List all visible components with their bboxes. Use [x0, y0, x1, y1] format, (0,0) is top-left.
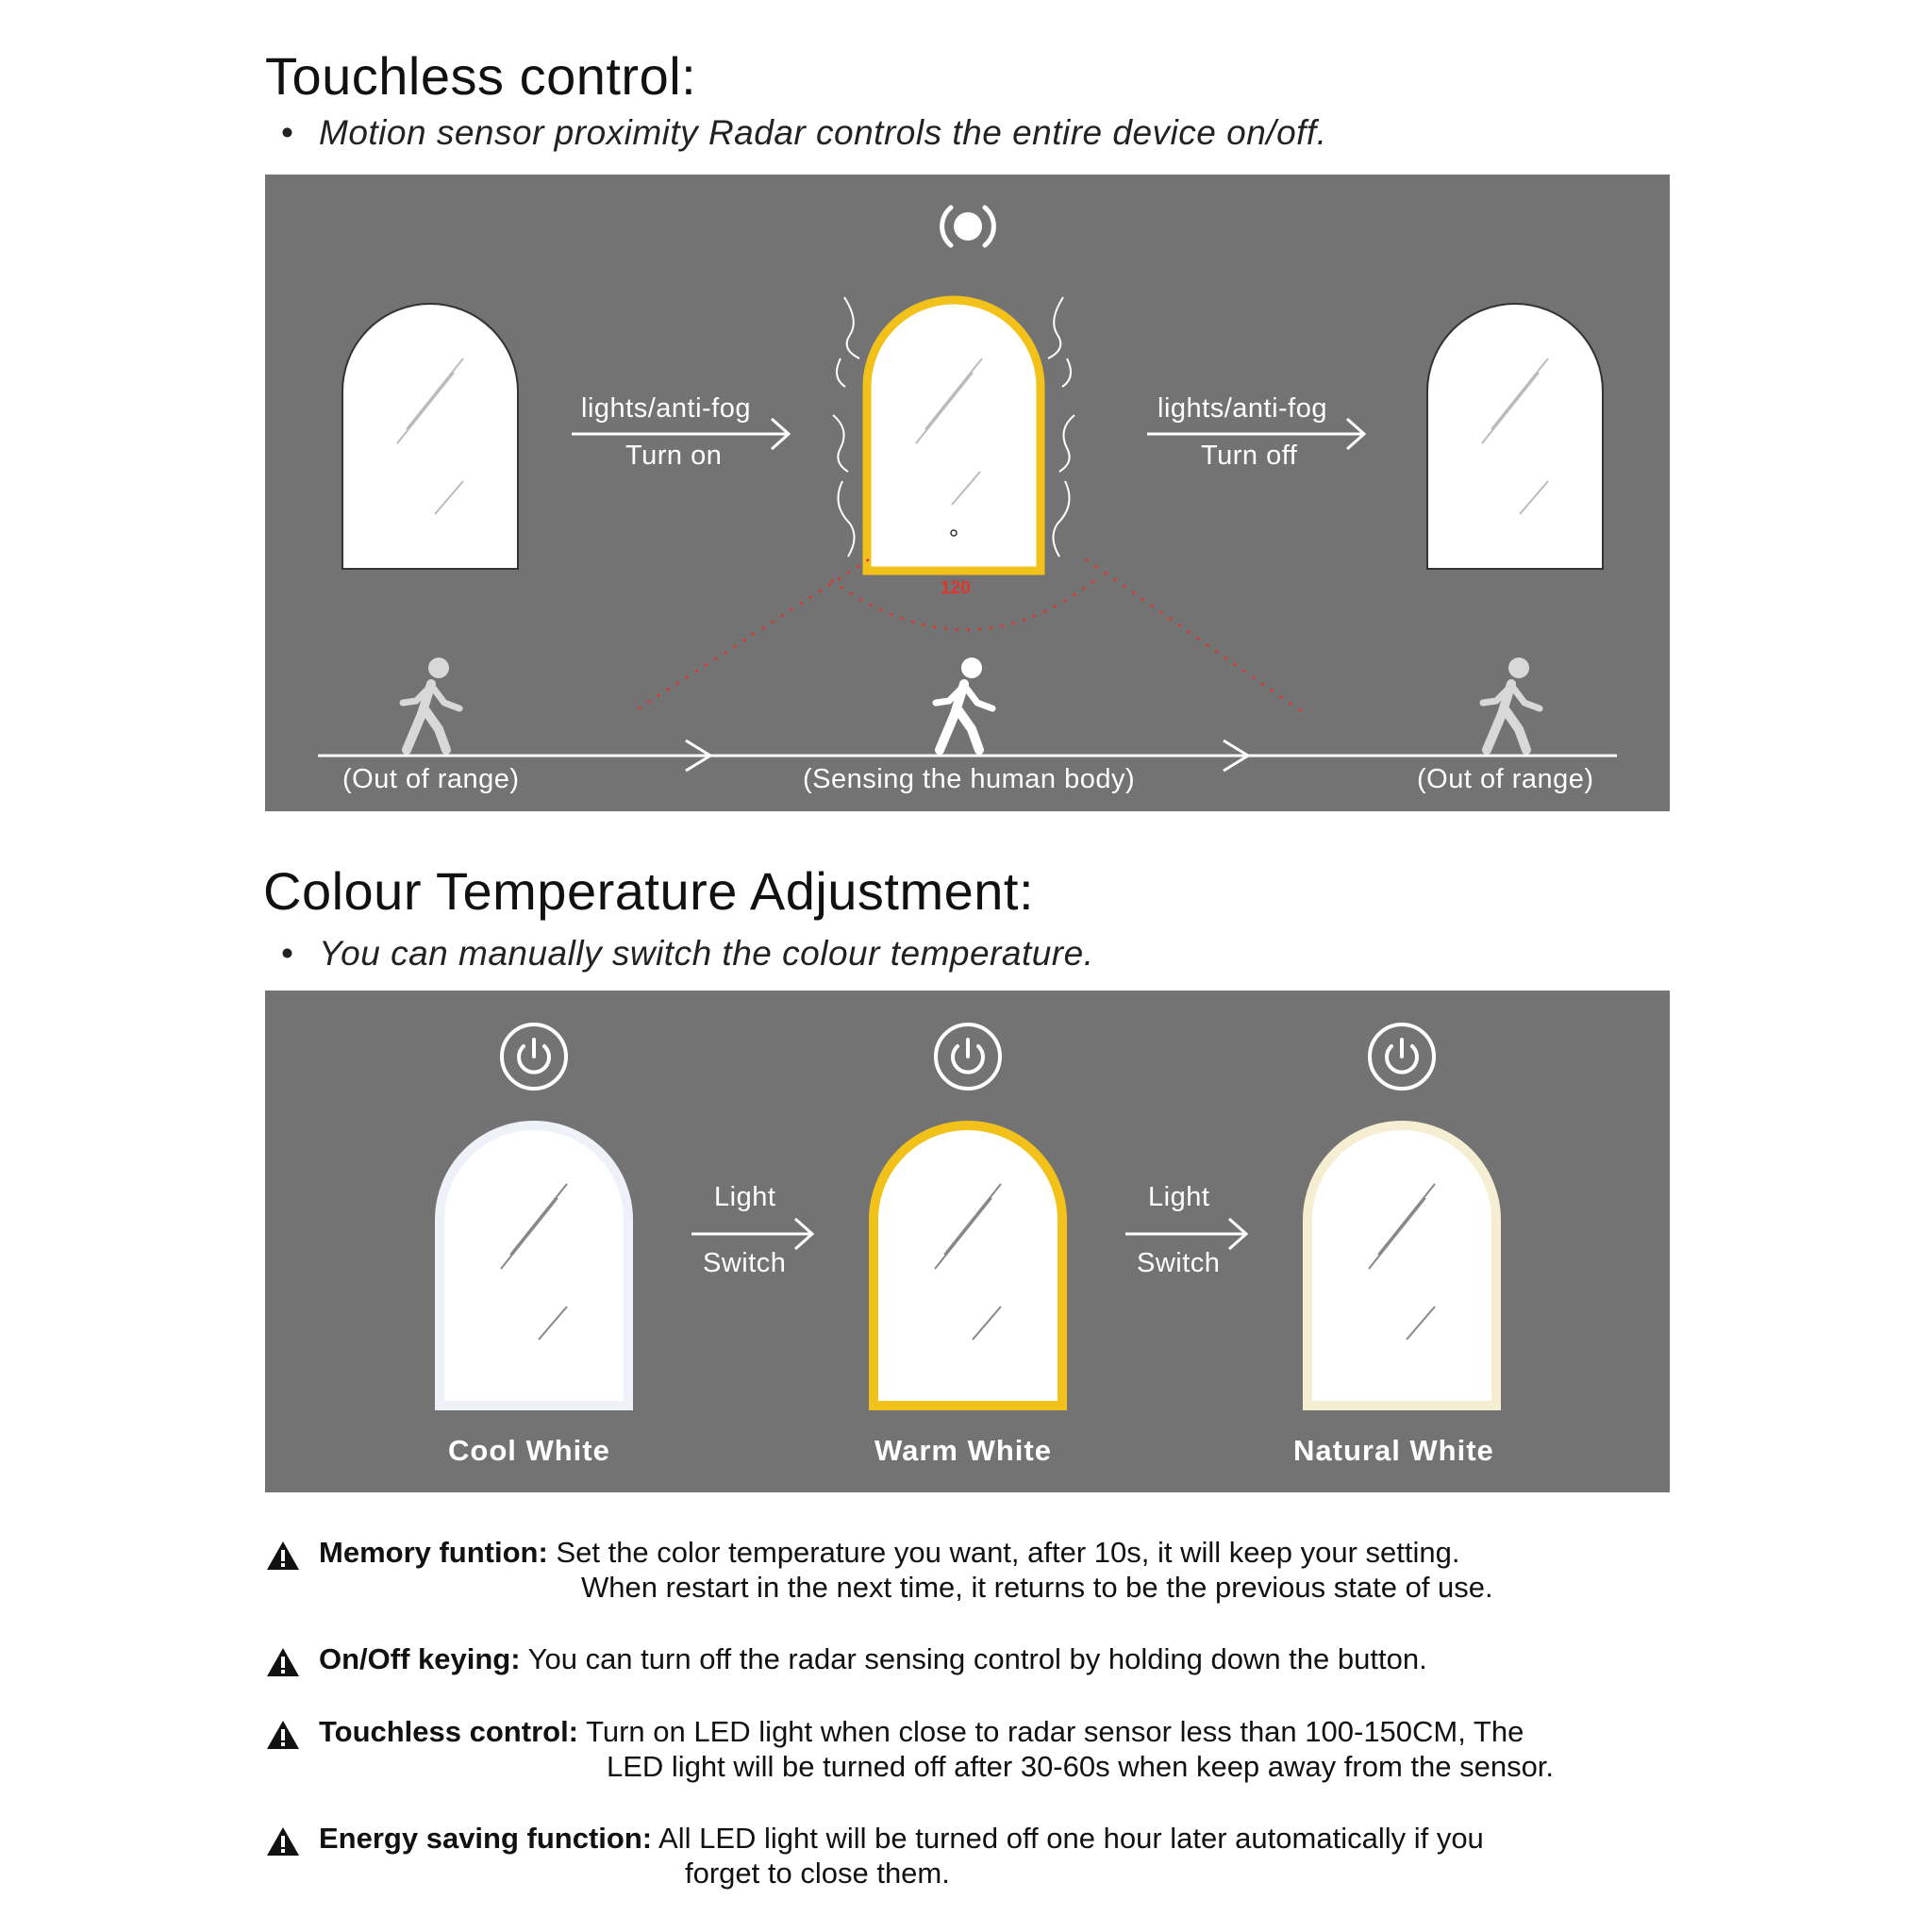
power-button-icon[interactable]: [499, 1022, 569, 1091]
section1-heading: Touchless control:: [265, 46, 697, 106]
position-label-center: (Sensing the human body): [803, 764, 1136, 794]
note-text: Set the color temperature you want, after 10s, it will keep your setting.: [556, 1536, 1460, 1569]
note-memory-line1: [319, 1536, 1459, 1570]
note-touchless-line1: [319, 1715, 1524, 1749]
bullet-dot: •: [281, 113, 294, 152]
position-label-right: (Out of range): [1417, 764, 1594, 794]
power-button-icon[interactable]: [1367, 1022, 1437, 1091]
section1-bullet-text: Motion sensor proximity Radar controls the entire device on/off.: [319, 113, 1327, 152]
mirror-label-warm: Warm White: [874, 1434, 1052, 1467]
switch2-top-label: Light: [1148, 1182, 1210, 1212]
note-title: Energy saving function:: [319, 1822, 653, 1855]
movement-line: [265, 175, 1670, 811]
note-title: Touchless control:: [319, 1715, 579, 1748]
note-text: All LED light will be turned off one hour later automatically if you: [658, 1822, 1484, 1855]
mirror-cool-white: [435, 1123, 633, 1410]
mirror-warm-white: [869, 1123, 1067, 1410]
arrow1-bottom-label: Turn on: [625, 441, 723, 471]
section2-heading: Colour Temperature Adjustment:: [263, 861, 1035, 921]
mirror-natural-white: [1303, 1123, 1501, 1410]
note-title: On/Off keying:: [319, 1642, 521, 1675]
note-onoff-line1: [319, 1642, 1427, 1676]
switch2-bottom-label: Switch: [1137, 1248, 1221, 1278]
arrow-right-icon: [691, 1215, 814, 1253]
bullet-dot: •: [281, 934, 294, 973]
power-button-icon[interactable]: [933, 1022, 1003, 1091]
note-memory-line2: When restart in the next time, it returns to be the previous state of use.: [581, 1571, 1493, 1604]
note-text: Turn on LED light when close to radar sensor less than 100-150CM, The: [586, 1715, 1524, 1748]
section2-bullet: [281, 934, 1093, 974]
note-text: You can turn off the radar sensing control by holding down the button.: [527, 1642, 1427, 1675]
note-energy-line2: forget to close them.: [685, 1857, 950, 1890]
mirror-label-natural: Natural White: [1293, 1434, 1494, 1467]
note-touchless-line2: LED light will be turned off after 30-60s when keep away from the sensor.: [607, 1750, 1555, 1783]
note-energy-line1: [319, 1822, 1484, 1856]
section1-bullet: [281, 113, 1327, 153]
switch1-bottom-label: Switch: [703, 1248, 787, 1278]
arrow2-bottom-label: Turn off: [1201, 441, 1298, 471]
arrow2-top-label: lights/anti-fog: [1158, 393, 1327, 424]
mirror-label-cool: Cool White: [448, 1434, 610, 1467]
switch1-top-label: Light: [714, 1182, 776, 1212]
touchless-panel: [265, 175, 1670, 811]
warning-icon: [265, 1540, 301, 1572]
position-label-left: (Out of range): [342, 764, 520, 794]
warning-icon: [265, 1646, 301, 1678]
warning-icon: [265, 1719, 301, 1751]
section2-bullet-text: You can manually switch the colour temperature.: [319, 934, 1094, 973]
colour-temp-panel: [265, 991, 1670, 1492]
note-title: Memory funtion:: [319, 1536, 548, 1569]
warning-icon: [265, 1825, 301, 1857]
arrow1-top-label: lights/anti-fog: [581, 393, 751, 424]
arrow-right-icon: [1125, 1215, 1248, 1253]
angle-label: 120: [941, 578, 971, 598]
